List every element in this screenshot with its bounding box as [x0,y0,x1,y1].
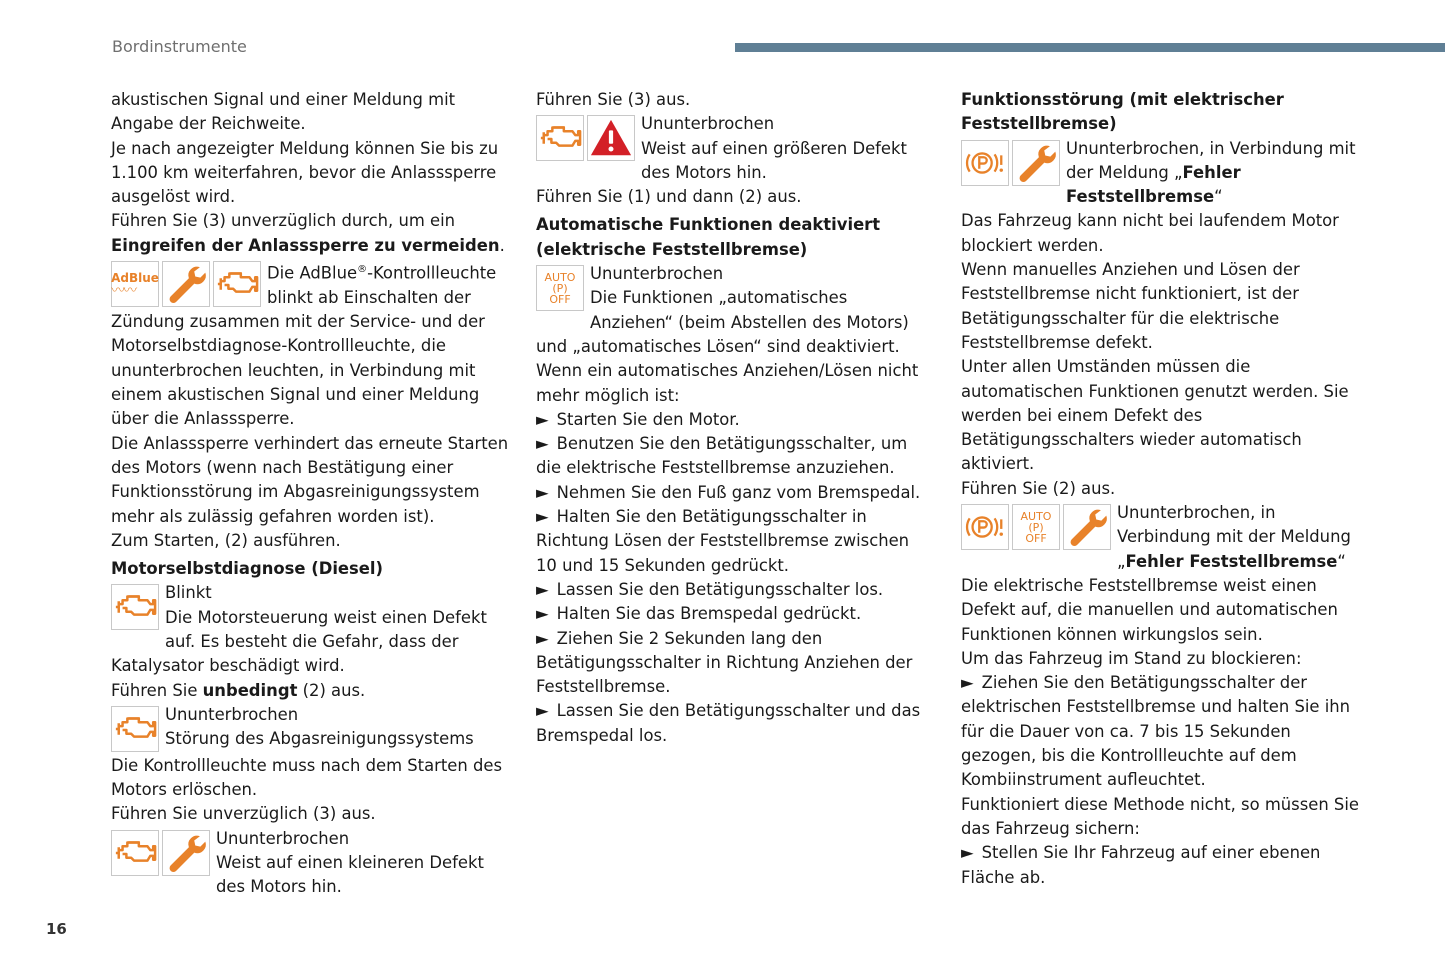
bullet-arrow: ► [536,507,549,527]
paragraph: Wenn manuelles Anziehen und Lösen der Feststellbremse nicht funktioniert, ist der Betätigungsschalter für die elektrische Feststellbremse defekt. [961,260,1300,352]
message-name: Fehler Feststellbremse [1066,162,1241,207]
bullet-arrow: ► [961,843,974,863]
paragraph: Die Anlasssperre verhindert das erneute Starten des Motors (wenn nach Bestätigung einer Funktionsstörung im Abgasreinigungssystem mehr als zulässig gefahren worden ist). [111,433,509,526]
paragraph [111,209,511,258]
bullet-arrow: ► [536,604,549,624]
text: “ [1337,551,1346,571]
paragraph: Die elektrische Feststellbremse weist einen Defekt auf, die manuellen und automatischen Funktionen können wirkungslos sein. [961,575,1338,644]
paragraph: Je nach angezeigter Meldung können Sie bis zu 1.100 km weiterfahren, bevor die Anlasssperre ausgelöst wird. [111,138,499,207]
text: -Kontrollleuchte blinkt ab Einschalten der Zündung zusammen mit der Service- und der Motorselbstdiagnose-Kontrollleuchte, die ununterbrochen leuchten, in Verbindung mit einem akustischen Signal und einer Meldung über die Anlasssperre. [111,263,497,429]
step-item [961,841,1359,890]
engine-icon [536,115,584,161]
adblue-warning-block [111,258,511,432]
step-item [536,627,934,700]
status-text: Blinkt [165,583,212,603]
text: Ununterbrochen, in Verbindung mit der Meldung „ [1066,138,1356,182]
status-text: Ununterbrochen [165,704,299,724]
step-text: Ziehen Sie 2 Sekunden lang den Betätigungsschalter in Richtung Anziehen der Feststellbremse. [536,628,913,697]
bullet-arrow: ► [536,482,549,502]
step-text: Halten Sie das Bremspedal gedrückt. [556,604,862,624]
paragraph: Führen Sie unverzüglich (3) aus. [111,804,376,824]
registered-mark: ® [357,264,368,276]
header-accent-bar [735,43,1445,52]
icon-group [536,265,584,311]
step-item [536,699,934,748]
section-title: Bordinstrumente [112,37,247,56]
engine-blink-block [111,581,511,678]
bullet-arrow: ► [536,434,549,454]
paragraph: Zum Starten, (2) ausführen. [111,530,341,550]
step-item [536,481,934,505]
icon-text: AUTO [544,270,576,284]
text: Führen Sie (3) unverzüglich durch, um ein [111,211,456,231]
step-item [536,602,934,626]
icon-text: (P) [1028,520,1044,534]
icon-group [961,140,1060,186]
text: (2) aus. [297,680,366,700]
adblue-icon [111,261,159,307]
paragraph: Führen Sie (3) aus. [536,90,691,109]
paragraph: Funktioniert diese Methode nicht, so müssen Sie das Fahrzeug sichern: [961,794,1359,838]
paragraph: akustischen Signal und einer Meldung mit Angabe der Reichweite. [111,90,456,134]
icon-group [111,261,261,307]
icon-group [536,115,635,161]
paragraph: Um das Fahrzeug im Stand zu blockieren: [961,648,1302,668]
auto-park-off-icon [1012,504,1060,550]
step-item [961,671,1359,792]
step-text: Benutzen Sie den Betätigungsschalter, um die elektrische Feststellbremse anzuziehen. [536,434,908,478]
step-text: Lassen Sie den Betätigungsschalter los. [556,579,884,599]
bullet-arrow: ► [536,409,549,429]
step-text: Stellen Sie Ihr Fahrzeug auf einer ebenen Fläche ab. [961,843,1321,887]
column-3 [961,88,1359,890]
text: Weist auf einen größeren Defekt des Motors hin. [641,138,907,182]
section-heading: Motorselbstdiagnose (Diesel) [111,559,384,579]
step-item [536,505,934,578]
paragraph [111,679,511,703]
text: Weist auf einen kleineren Defekt des Motors hin. [216,853,484,897]
text: “ [1214,187,1223,207]
text: Die AdBlue [267,263,358,283]
parking-brake-fault-icon [961,504,1009,550]
warning-triangle-icon [587,115,635,161]
status-text: Ununterbrochen [590,264,724,284]
paragraph: Unter allen Umständen müssen die automatischen Funktionen genutzt werden. Sie werden bei einem Defekt des Betätigungsschalters wieder automatisch aktiviert. [961,357,1349,474]
step-text: Starten Sie den Motor. [556,409,740,429]
icon-group [111,584,159,630]
text: Führen Sie [111,680,203,700]
column-2 [536,88,934,748]
page-number: 16 [46,920,67,938]
engine-icon [111,706,159,752]
wave-icon: 〰〰 [111,282,136,299]
section-heading: Funktionsstörung (mit elektrischer Feststellbremse) [961,90,1284,134]
emphasis: unbedingt [202,680,298,700]
step-text: Lassen Sie den Betätigungsschalter und das Bremspedal los. [536,701,921,745]
wrench-icon [1012,140,1060,186]
step-text: Ziehen Sie den Betätigungsschalter der elektrischen Feststellbremse und halten Sie ihn für die Dauer von ca. 7 bis 15 Sekunden gezogen, bis die Kontrollleuchte auf dem Kombiinstrument aufleuchtet. [961,673,1351,790]
engine-service-block [111,827,511,900]
engine-steady-block [111,703,511,754]
step-item [536,432,934,481]
bullet-arrow: ► [536,701,549,721]
text: Die Motorsteuerung weist einen Defekt auf. Es besteht die Gefahr, dass der Katalysator beschädigt wird. [111,607,487,676]
status-text: Ununterbrochen [641,114,775,134]
wrench-icon [162,261,210,307]
icon-text: AUTO [1020,509,1052,523]
status-text: Ununterbrochen [216,828,350,848]
auto-off-block [536,262,934,359]
bullet-arrow: ► [536,628,549,648]
wrench-icon [162,830,210,876]
text: Ununterbrochen, in Verbindung mit der Meldung „ [1117,503,1351,571]
bullet-arrow: ► [536,579,549,599]
adblue-icon-label: AdBlue [111,270,159,285]
icon-text: (P) [552,281,568,295]
step-item [536,578,934,602]
engine-icon [213,261,261,307]
paragraph: Das Fahrzeug kann nicht bei laufendem Motor blockiert werden. [961,211,1339,255]
column-1 [111,88,511,900]
bullet-arrow: ► [961,673,974,693]
paragraph: Führen Sie (2) aus. [961,478,1116,498]
emphasis: Eingreifen der Anlasssperre zu vermeiden [111,235,500,255]
auto-park-off-icon [536,265,584,311]
icon-text: OFF [549,292,571,306]
step-item [536,408,934,432]
section-heading: Automatische Funktionen deaktiviert (elektrische Feststellbremse) [536,215,881,259]
message-name: Fehler Feststellbremse [1125,551,1338,571]
wrench-icon [1063,504,1111,550]
engine-icon [111,584,159,630]
icon-group [111,706,159,752]
text: . [499,235,505,255]
icon-group [961,504,1111,550]
brake-defect-block [961,501,1359,574]
parking-brake-fault-icon [961,140,1009,186]
text: Die Funktionen „automatisches Anziehen“ (beim Abstellen des Motors) und „automatisches Lösen“ sind deaktiviert. [536,288,909,356]
step-text: Nehmen Sie den Fuß ganz vom Bremspedal. [556,482,921,502]
icon-group [111,830,210,876]
text: Störung des Abgasreinigungssystems [165,729,474,749]
paragraph: Die Kontrollleuchte muss nach dem Starten des Motors erlöschen. [111,755,503,800]
paragraph: Wenn ein automatisches Anziehen/Lösen nicht mehr möglich ist: [536,361,919,405]
engine-major-defect-block [536,112,934,185]
paragraph: Führen Sie (1) und dann (2) aus. [536,187,802,207]
icon-text: OFF [1025,531,1047,545]
engine-icon [111,830,159,876]
step-text: Halten Sie den Betätigungsschalter in Richtung Lösen der Feststellbremse zwischen 10 und 15 Sekunden gedrückt. [536,507,910,575]
brake-fault-block [961,137,1359,210]
